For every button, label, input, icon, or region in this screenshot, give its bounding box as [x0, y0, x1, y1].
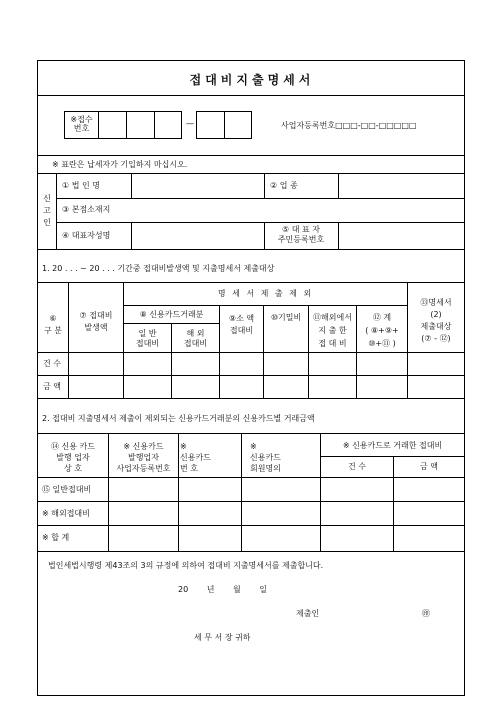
- col-amount: 금 액: [420, 462, 438, 471]
- col-member: ※ 신용카드 회원명의: [250, 442, 281, 473]
- col-target: ⑬명세서 (2) 제출대상 (⑦ - ⑫): [420, 298, 452, 343]
- col-occurred: ⑦ 접대비 발생액: [79, 311, 113, 332]
- resident-no-label: ⑤ 대 표 자 주민등록번호: [277, 225, 325, 244]
- col-card-no: ※ 신용카드 번 호: [180, 442, 211, 473]
- notice: ※ 표란은 납세자가 기입하지 마십시오.: [52, 160, 188, 169]
- receipt-number-label: ※접수 번호: [70, 115, 93, 133]
- representative-label: ④ 대표자성명: [62, 231, 111, 240]
- col-card: ⑧ 신용카드거래분: [139, 310, 204, 319]
- statement: 법인세법시행령 제43조의 3의 규정에 의하여 접대비 지출명세서를 제출합니다.: [48, 561, 324, 570]
- col-issuer-reg: ※ 신용카드 발행업자 사업자등록번호: [116, 442, 171, 473]
- col-small: ⑨소 액 접대비: [228, 314, 255, 335]
- col-total: ⑫ 계 ( ⑧+⑨+ ⑩+⑪ ): [365, 313, 399, 348]
- submitter-label: 제출인: [296, 609, 320, 618]
- receipt-dash: —: [186, 119, 194, 128]
- section2-heading: 2. 접대비 지출명세서 제출이 제외되는 신용카드거래분의 신용카드별 거래금액: [42, 414, 315, 423]
- form-title: 접대비지출명세서: [189, 73, 315, 87]
- applicant-side-label: 신고인: [43, 194, 51, 227]
- head-office-label: ③ 본점소재지: [62, 205, 111, 214]
- col-general: 일 반 접대비: [135, 329, 160, 348]
- seal-mark: ㊞: [422, 609, 430, 618]
- recipient: 세 무 서 장 귀하: [194, 633, 251, 642]
- col-nondeduct: ⑪해외에서 지 출 한 접 대 비: [313, 313, 352, 348]
- col-issuer: ⑭ 신용 카드 발행 업자 상 호: [51, 442, 95, 473]
- col-division: ⑥ 구 분: [44, 314, 62, 335]
- row-count-label: 건 수: [43, 359, 61, 368]
- form-frame: [37, 60, 465, 696]
- col-overseas: 해 외 접대비: [183, 329, 208, 348]
- row-overseas: ※ 해외접대비: [42, 509, 90, 518]
- col-secret: ⑩기밀비: [270, 313, 302, 322]
- business-type-label: ② 업 종: [270, 181, 298, 190]
- col-exempt: 명 세 서 제 출 제 외: [217, 289, 314, 298]
- biz-reg-label: 사업자등록번호□□□-□□-□□□□□: [281, 121, 417, 130]
- row-general: ⑮ 일반접대비: [42, 485, 92, 494]
- date-line: 20 년 월 일: [178, 585, 267, 594]
- corp-name-label: ① 법 인 명: [62, 181, 100, 190]
- title-divider: [38, 95, 464, 96]
- col-count: 건 수: [348, 462, 366, 471]
- row-amount-label: 금 액: [43, 382, 61, 391]
- row-total: ※ 합 계: [42, 533, 70, 542]
- col-card-trade: ※ 신용카드로 거래한 접대비: [342, 441, 443, 450]
- section1-heading: 1. 20 . . . ~ 20 . . . 기간중 접대비발생액 및 지출명세서 제출대상: [42, 264, 275, 273]
